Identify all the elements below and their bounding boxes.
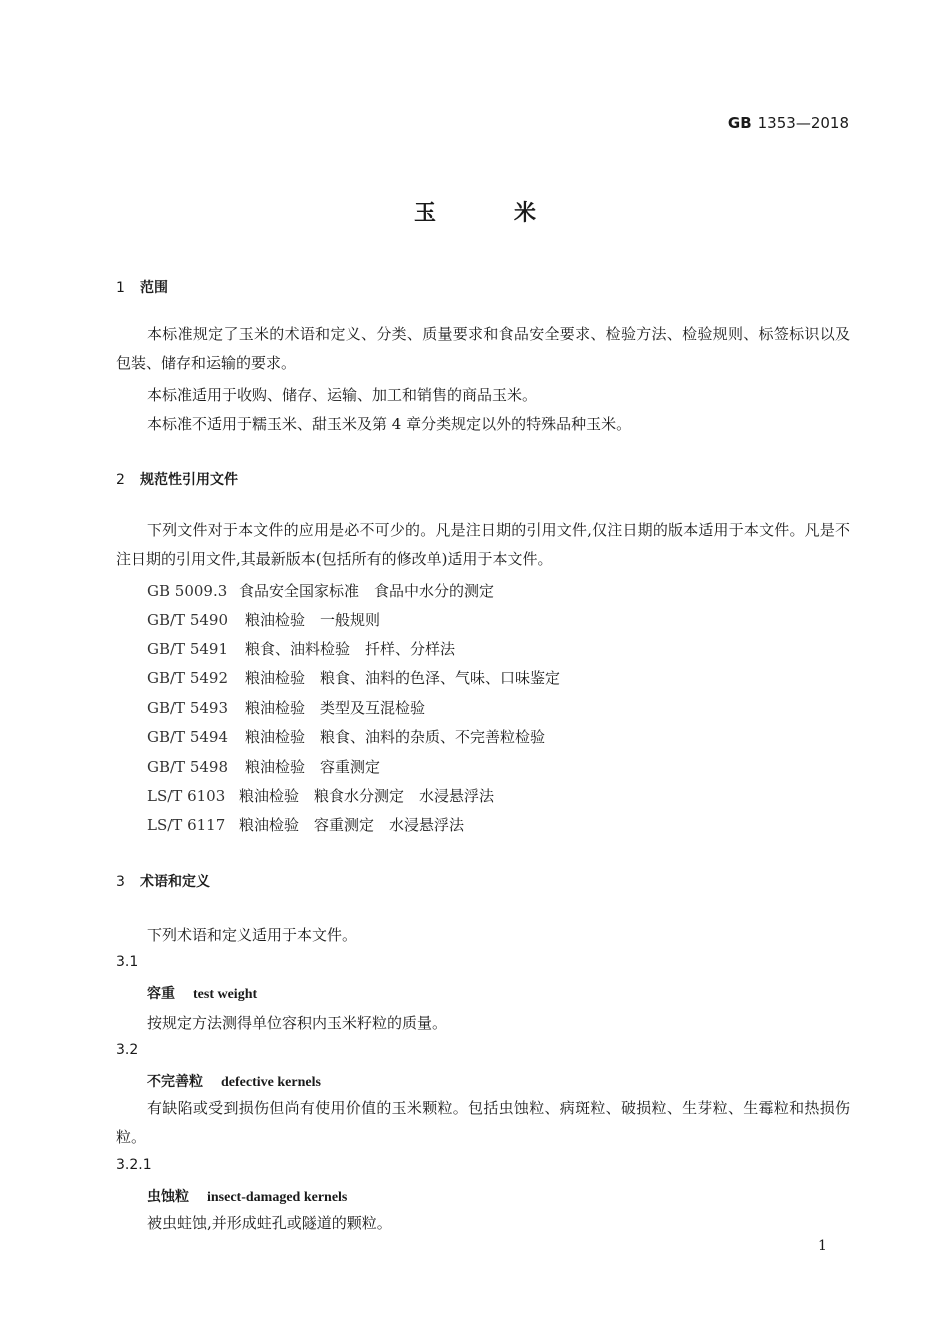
term-definition: 被虫蛀蚀,并形成蛀孔或隧道的颗粒。 xyxy=(147,1214,392,1232)
reference-code: LS/T 6103 xyxy=(147,787,226,805)
section-number: 1 xyxy=(116,280,125,296)
reference-code: GB 5009.3 xyxy=(147,582,228,600)
reference-title: 粮油检验 类型及互混检验 xyxy=(245,699,426,717)
term-heading xyxy=(147,1186,347,1206)
term-chinese: 虫蚀粒 xyxy=(147,1189,189,1205)
section-2-heading xyxy=(116,469,238,489)
reference-title: 粮油检验 一般规则 xyxy=(245,611,381,629)
section-3-heading xyxy=(116,871,210,891)
document-title: 玉米 xyxy=(413,201,614,226)
reference-code: GB/T 5494 xyxy=(147,728,229,746)
section-number: 3 xyxy=(116,874,125,890)
reference-title: 粮油检验 容重测定 xyxy=(245,758,381,776)
reference-item xyxy=(147,580,494,601)
reference-title: 粮油检验 粮食、油料的色泽、气味、口味鉴定 xyxy=(245,669,561,687)
term-number: 3.2 xyxy=(116,1042,139,1058)
term-english: insect-damaged kernels xyxy=(207,1190,348,1205)
section-title: 规范性引用文件 xyxy=(140,472,238,488)
reference-title: 食品安全国家标准 食品中水分的测定 xyxy=(239,582,495,600)
term-number: 3.2.1 xyxy=(116,1157,152,1173)
term-definition: 按规定方法测得单位容积内玉米籽粒的质量。 xyxy=(147,1014,448,1032)
standard-prefix: GB xyxy=(727,114,752,132)
reference-title: 粮油检验 粮食水分测定 水浸悬浮法 xyxy=(239,787,495,805)
reference-item xyxy=(147,667,560,688)
reference-code: GB/T 5490 xyxy=(147,611,229,629)
terms-intro: 下列术语和定义适用于本文件。 xyxy=(147,926,358,944)
standard-code xyxy=(728,114,849,132)
term-english: defective kernels xyxy=(221,1075,321,1090)
section-number: 2 xyxy=(116,472,125,488)
standard-number: 1353—2018 xyxy=(757,114,849,132)
reference-item xyxy=(147,785,494,806)
reference-title: 粮油检验 粮食、油料的杂质、不完善粒检验 xyxy=(245,728,546,746)
reference-item xyxy=(147,814,464,835)
reference-item xyxy=(147,638,455,659)
reference-item xyxy=(147,697,425,718)
references-intro: 下列文件对于本文件的应用是必不可少的。凡是注日期的引用文件,仅注日期的版本适用于本文件。凡是不注日期的引用文件,其最新版本(包括所有的修改单)适用于本文件。 xyxy=(116,521,850,568)
reference-item xyxy=(147,726,545,747)
section-title: 范围 xyxy=(140,280,168,296)
term-heading xyxy=(147,1071,321,1091)
term-chinese: 不完善粒 xyxy=(147,1074,203,1090)
reference-code: LS/T 6117 xyxy=(147,816,226,834)
page-number: 1 xyxy=(818,1238,827,1254)
term-heading xyxy=(147,983,257,1003)
reference-title: 粮食、油料检验 扦样、分样法 xyxy=(245,640,456,658)
section-1-heading xyxy=(116,277,168,297)
reference-code: GB/T 5493 xyxy=(147,699,229,717)
scope-paragraph-3: 本标准不适用于糯玉米、甜玉米及第 4 章分类规定以外的特殊品种玉米。 xyxy=(147,415,632,433)
term-number: 3.1 xyxy=(116,954,139,970)
reference-item xyxy=(147,756,380,777)
scope-paragraph-1: 本标准规定了玉米的术语和定义、分类、质量要求和食品安全要求、检验方法、检验规则、标签标识以及包装、储存和运输的要求。 xyxy=(116,325,850,372)
reference-item xyxy=(147,609,380,630)
reference-code: GB/T 5498 xyxy=(147,758,229,776)
reference-code: GB/T 5492 xyxy=(147,669,229,687)
term-definition: 有缺陷或受到损伤但尚有使用价值的玉米颗粒。包括虫蚀粒、病斑粒、破损粒、生芽粒、生霉粒和热损伤粒。 xyxy=(116,1099,850,1146)
reference-code: GB/T 5491 xyxy=(147,640,229,658)
scope-paragraph-2: 本标准适用于收购、储存、运输、加工和销售的商品玉米。 xyxy=(147,386,538,404)
section-title: 术语和定义 xyxy=(140,874,210,890)
term-chinese: 容重 xyxy=(147,986,175,1002)
reference-title: 粮油检验 容重测定 水浸悬浮法 xyxy=(239,816,465,834)
term-english: test weight xyxy=(193,987,258,1002)
